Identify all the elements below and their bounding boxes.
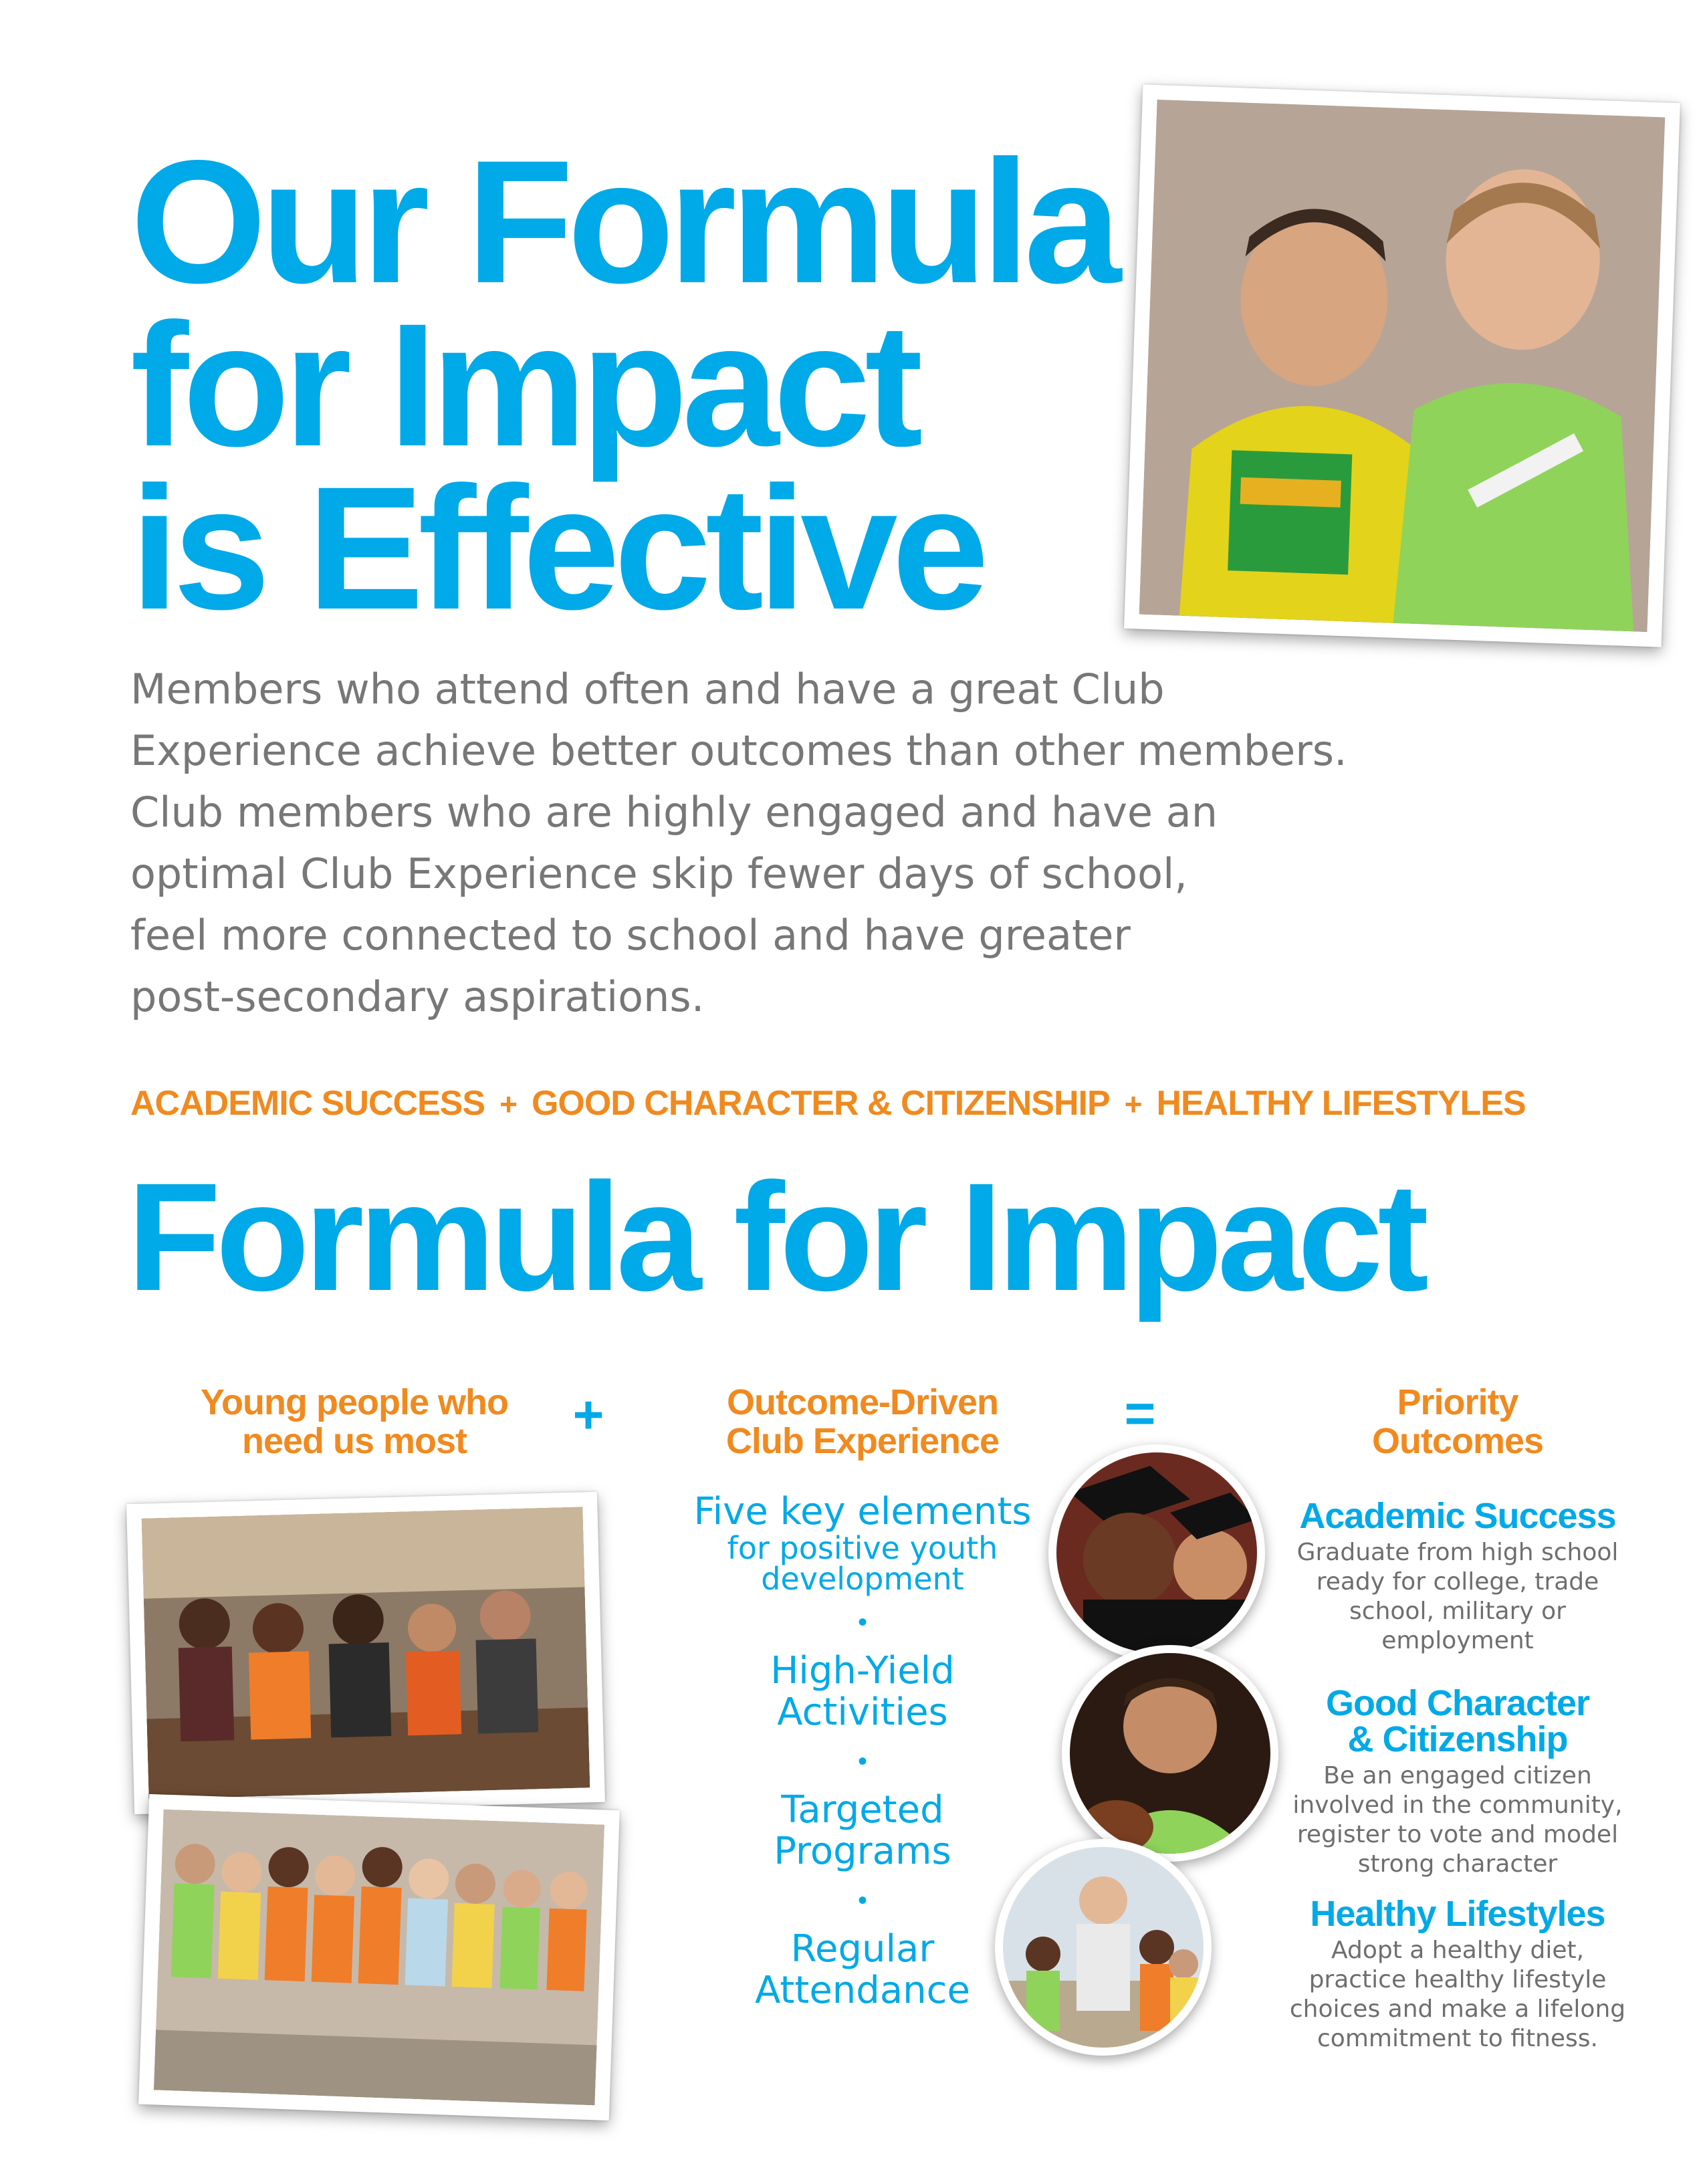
group-photo-2 xyxy=(138,1794,620,2120)
element-five-key: Five key elements xyxy=(693,1490,1032,1533)
bullet-dot: • xyxy=(857,1747,867,1776)
kids-standing-photo-icon xyxy=(154,1810,604,2106)
desc-line: Be an engaged citizen xyxy=(1323,1762,1592,1789)
outcome-desc xyxy=(1277,1761,1638,1879)
club-experience-heading xyxy=(689,1383,1036,1460)
element-high-yield: Activities xyxy=(777,1690,948,1734)
heading-line: Club Experience xyxy=(725,1421,1000,1461)
desc-line: employment xyxy=(1381,1627,1534,1654)
boy-football-circle-photo xyxy=(1062,1645,1278,1862)
outcome-healthy xyxy=(1277,1896,1638,2054)
element-high-yield: High-Yield xyxy=(770,1649,955,1692)
element-five-key-sub: development xyxy=(761,1561,964,1597)
priority-outcomes-heading xyxy=(1311,1383,1605,1460)
heading-line: Young people who xyxy=(201,1382,508,1422)
outcome-character xyxy=(1277,1685,1638,1879)
intro-line: Members who attend often and have a great Club xyxy=(130,665,1165,714)
element-targeted-programs: Programs xyxy=(774,1830,951,1873)
title-line-3: is Effective xyxy=(130,450,984,646)
formula-title: Formula for Impact xyxy=(127,1151,1424,1323)
plus-separator: + xyxy=(1124,1087,1142,1121)
bullet-dot: • xyxy=(857,1608,867,1637)
outcome-title: Academic Success xyxy=(1299,1496,1616,1536)
equals-operator: = xyxy=(1124,1384,1156,1443)
plus-operator: + xyxy=(572,1385,604,1444)
intro-line: Experience achieve better outcomes than other members. xyxy=(130,726,1347,775)
desc-line: Adopt a healthy diet, xyxy=(1331,1937,1585,1964)
element-five-key-sub: for positive youth xyxy=(727,1530,998,1566)
title-line-1: Our Formula xyxy=(130,124,1116,320)
pillar-academic: ACADEMIC SUCCESS xyxy=(130,1084,485,1123)
outcome-title: & Citizenship xyxy=(1347,1719,1568,1759)
children-photo-icon xyxy=(1139,100,1665,632)
key-elements-list xyxy=(689,1491,1036,2011)
outcome-desc xyxy=(1277,1936,1638,2054)
heading-line: need us most xyxy=(241,1421,467,1461)
young-people-heading xyxy=(187,1383,522,1460)
graduates-circle-photo xyxy=(1048,1444,1265,1661)
coach-kids-circle-photo xyxy=(995,1839,1212,2056)
coach-kids-photo-icon xyxy=(1003,1847,1204,2048)
boy-football-photo-icon xyxy=(1070,1653,1270,1854)
group-photo-1 xyxy=(126,1492,605,1814)
hero-photo xyxy=(1124,84,1680,647)
desc-line: Graduate from high school xyxy=(1296,1539,1619,1566)
pillar-healthy: HEALTHY LIFESTYLES xyxy=(1156,1084,1526,1123)
intro-line: post-secondary aspirations. xyxy=(130,972,705,1021)
outcome-academic xyxy=(1277,1498,1638,1656)
outcome-title: Good Character xyxy=(1325,1683,1590,1723)
desc-line: register to vote and model xyxy=(1296,1821,1619,1848)
outcome-title: Healthy Lifestyles xyxy=(1310,1894,1605,1934)
bullet-dot: • xyxy=(857,1886,867,1915)
pillar-character: GOOD CHARACTER & CITIZENSHIP xyxy=(531,1084,1110,1123)
graduates-photo-icon xyxy=(1056,1452,1257,1653)
desc-line: practice healthy lifestyle xyxy=(1309,1966,1607,1993)
outcome-desc xyxy=(1277,1538,1638,1656)
desc-line: choices and make a lifelong xyxy=(1289,1995,1626,2023)
page-title xyxy=(130,124,1133,646)
element-regular-attendance: Regular xyxy=(790,1927,935,1971)
desc-line: school, military or xyxy=(1349,1598,1566,1625)
plus-separator: + xyxy=(499,1087,517,1121)
teens-seated-photo-icon xyxy=(142,1507,590,1799)
desc-line: strong character xyxy=(1357,1850,1558,1878)
intro-line: optimal Club Experience skip fewer days of school, xyxy=(130,849,1187,898)
element-targeted-programs: Targeted xyxy=(781,1788,944,1832)
heading-line: Priority xyxy=(1397,1382,1518,1422)
pillars-line xyxy=(130,1083,1668,1123)
desc-line: involved in the community, xyxy=(1292,1791,1623,1819)
intro-line: Club members who are highly engaged and have an xyxy=(130,788,1218,837)
intro-line: feel more connected to school and have greater xyxy=(130,911,1131,960)
desc-line: commitment to fitness. xyxy=(1317,2025,1598,2052)
desc-line: ready for college, trade xyxy=(1316,1568,1599,1596)
element-regular-attendance: Attendance xyxy=(755,1969,970,2012)
heading-line: Outcomes xyxy=(1371,1421,1544,1461)
intro-paragraph xyxy=(130,659,1347,1028)
heading-line: Outcome-Driven xyxy=(726,1382,999,1422)
title-line-2: for Impact xyxy=(130,287,917,483)
